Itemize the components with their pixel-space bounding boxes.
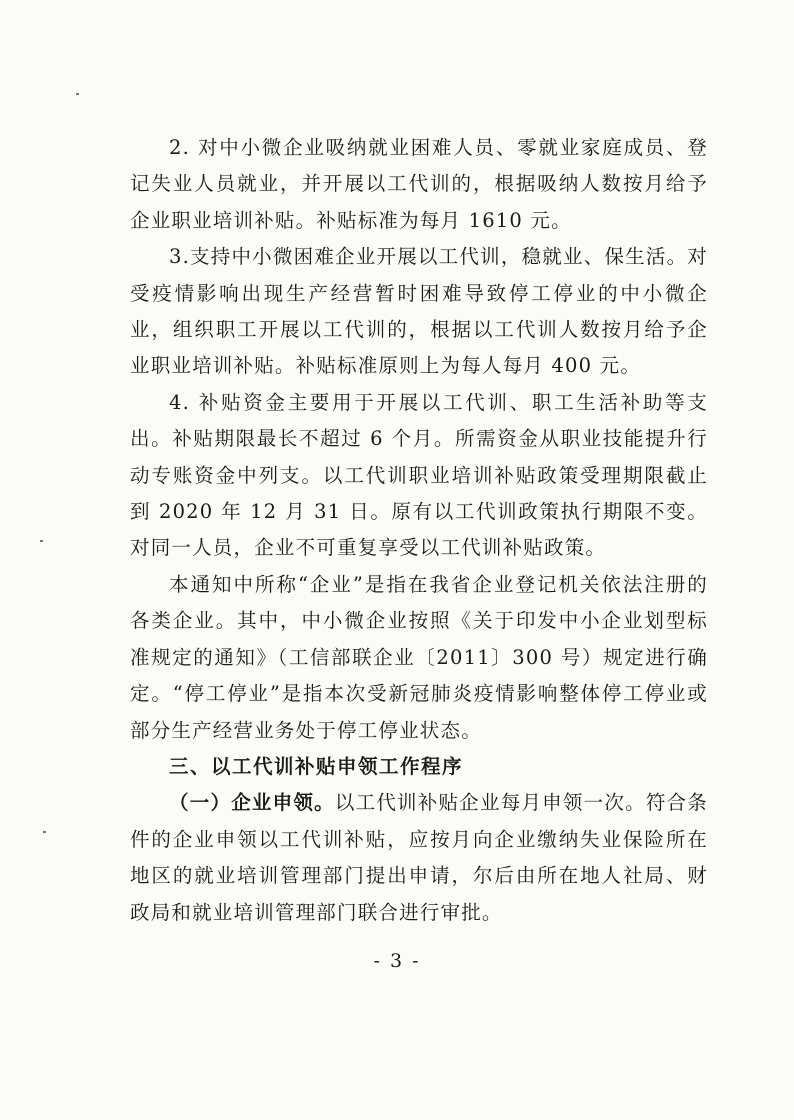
subsection-label: （一）企业申领。 xyxy=(169,791,335,815)
section-heading: 三、以工代训补贴申领工作程序 xyxy=(169,754,464,778)
subsection-text: 以工代训补贴企业每月申领一次。符合条件的企业申领以工代训补贴，应按月向企业缴纳失业保险所在地区的就业培训管理部门提出申请，尔后由所在地人社局、财政局和就业培训管理部门联合进行审批。 xyxy=(130,791,708,924)
body-text xyxy=(130,130,708,931)
scan-dot xyxy=(76,93,79,95)
scan-dot xyxy=(43,831,46,833)
paragraph-item-3: 3.支持中小微困难企业开展以工代训，稳就业、保生活。对受疫情影响出现生产经营暂时困难导致停工停业的中小微企业，组织职工开展以工代训的，根据以工代训人数按月给予企业职业培训补贴。补贴标准原则上为每人每月 400 元。 xyxy=(130,245,708,378)
scan-dot xyxy=(40,540,43,542)
paragraph-definitions: 本通知中所称“企业”是指在我省企业登记机关依法注册的各类企业。其中，中小微企业按照《关于印发中小企业划型标准规定的通知》（工信部联企业〔2011〕300 号）规定进行确定。“停工停业”是指本次受新冠肺炎疫情影响整体停工停业或部分生产经营业务处于停工停业状态。 xyxy=(130,572,708,742)
paragraph-enterprise-application xyxy=(130,785,708,931)
page-number: - 3 - xyxy=(373,950,421,972)
paragraph-item-4: 4. 补贴资金主要用于开展以工代训、职工生活补助等支出。补贴期限最长不超过 6 个月。所需资金从职业技能提升行动专账资金中列支。以工代训职业培训补贴政策受理期限截止到 2020 年 12 月 31 日。原有以工代训政策执行期限不变。对同一人员，企业不可重复享受以工代训补贴政策。 xyxy=(130,390,708,560)
paragraph-item-2: 2. 对中小微企业吸纳就业困难人员、零就业家庭成员、登记失业人员就业，并开展以工代训的，根据吸纳人数按月给予企业职业培训补贴。补贴标准为每月 1610 元。 xyxy=(130,136,708,232)
